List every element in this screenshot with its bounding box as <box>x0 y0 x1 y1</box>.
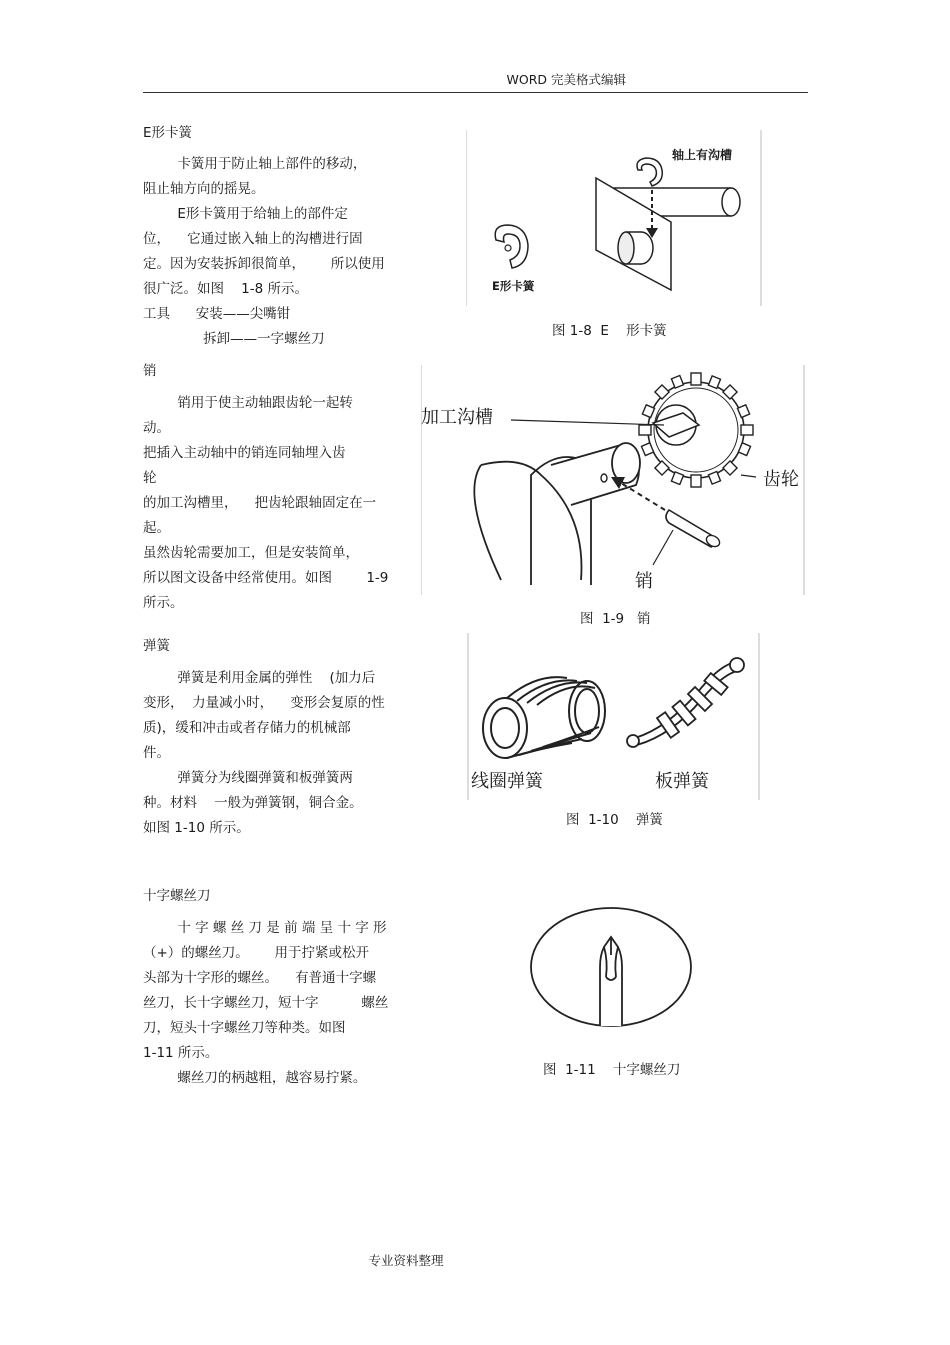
text-line: 轮 <box>143 470 157 486</box>
section-title-spring: 弹簧 <box>143 638 170 654</box>
text-line: 把插入主动轴中的销连同轴埋入齿 <box>143 445 346 461</box>
label-machined-groove: 加工沟槽 <box>421 407 493 428</box>
label-groove: 轴上有沟槽 <box>672 148 733 162</box>
e-clip-paragraph <box>143 152 385 352</box>
footer-text: 专业资料整理 <box>368 1253 444 1268</box>
section-title-pin: 销 <box>143 363 157 379</box>
text-line: 动。 <box>143 420 170 436</box>
text-line: 十 字 螺 丝 刀 是 前 端 呈 十 字 形 <box>143 920 387 936</box>
text-line: 弹簧分为线圈弹簧和板弹簧两 <box>143 770 353 786</box>
text-line: 起。 <box>143 520 170 536</box>
pin-paragraph <box>143 391 388 616</box>
label-e-clip: E形卡簧 <box>492 279 535 293</box>
figure-phillips-screwdriver <box>528 905 694 1029</box>
text-line: 阻止轴方向的摇晃。 <box>143 181 265 197</box>
figure-springs <box>467 633 760 800</box>
header-text: WORD 完美格式编辑 <box>506 72 626 87</box>
text-line: 工具 安装——尖嘴钳 <box>143 306 291 322</box>
text-line: E形卡簧用于给轴上的部件定 <box>143 206 348 222</box>
text-line: 变形， 力量减小时， 变形会复原的性 <box>143 695 385 711</box>
label-pin: 销 <box>635 571 653 592</box>
text-line: 种。材料 一般为弹簧钢，铜合金。 <box>143 795 363 811</box>
caption-figure-1-9: 图 1-9 销 <box>580 611 651 627</box>
figure-e-clip <box>466 130 762 306</box>
text-line: 螺丝刀的柄越粗，越容易拧紧。 <box>143 1070 367 1086</box>
figure-pin <box>421 365 805 595</box>
screwdriver-tip-icon <box>600 937 622 1026</box>
screwdriver-paragraph <box>143 916 388 1091</box>
text-line: 卡簧用于防止轴上部件的移动， <box>143 156 367 172</box>
text-line: 很广泛。如图 1-8 所示。 <box>143 281 309 297</box>
text-line: 拆卸——一字螺丝刀 <box>143 331 325 347</box>
text-line: 件。 <box>143 745 170 761</box>
text-line: 虽然齿轮需要加工，但是安装简单， <box>143 545 359 561</box>
label-coil-spring: 线圈弹簧 <box>471 771 543 792</box>
text-line: 的加工沟槽里， 把齿轮跟轴固定在一 <box>143 495 377 511</box>
caption-figure-1-11: 图 1-11 十字螺丝刀 <box>543 1062 681 1078</box>
caption-figure-1-10: 图 1-10 弹簧 <box>566 812 663 828</box>
label-gear: 齿轮 <box>763 469 799 490</box>
text-line: 所示。 <box>143 595 184 611</box>
text-line: 销用于使主动轴跟齿轮一起转 <box>143 395 353 411</box>
text-line: 头部为十字形的螺丝。 有普通十字螺 <box>143 970 377 986</box>
text-line: 弹簧是利用金属的弹性 (加力后 <box>143 670 376 686</box>
caption-figure-1-8: 图 1-8 E 形卡簧 <box>552 323 667 339</box>
text-line: 质)，缓和冲击或者存储力的机械部 <box>143 720 351 736</box>
text-line: 所以图文设备中经常使用。如图 1-9 <box>143 570 389 586</box>
text-line: 1-11 所示。 <box>143 1045 219 1061</box>
spring-paragraph <box>143 666 385 841</box>
page-header <box>143 70 808 93</box>
text-line: 位， 它通过嵌入轴上的沟槽进行固 <box>143 231 363 247</box>
label-leaf-spring: 板弹簧 <box>655 771 709 792</box>
section-title-e-clip: E形卡簧 <box>143 125 193 141</box>
text-line: （+）的螺丝刀。 用于拧紧或松开 <box>143 945 370 961</box>
text-line: 如图 1-10 所示。 <box>143 820 250 836</box>
text-line: 刀，短头十字螺丝刀等种类。如图 <box>143 1020 346 1036</box>
text-line: 丝刀，长十字螺丝刀，短十字 螺丝 <box>143 995 389 1011</box>
text-line: 定。因为安装拆卸很简单， 所以使用 <box>143 256 385 272</box>
section-title-screwdriver: 十字螺丝刀 <box>143 888 211 904</box>
page-footer <box>0 1251 950 1269</box>
